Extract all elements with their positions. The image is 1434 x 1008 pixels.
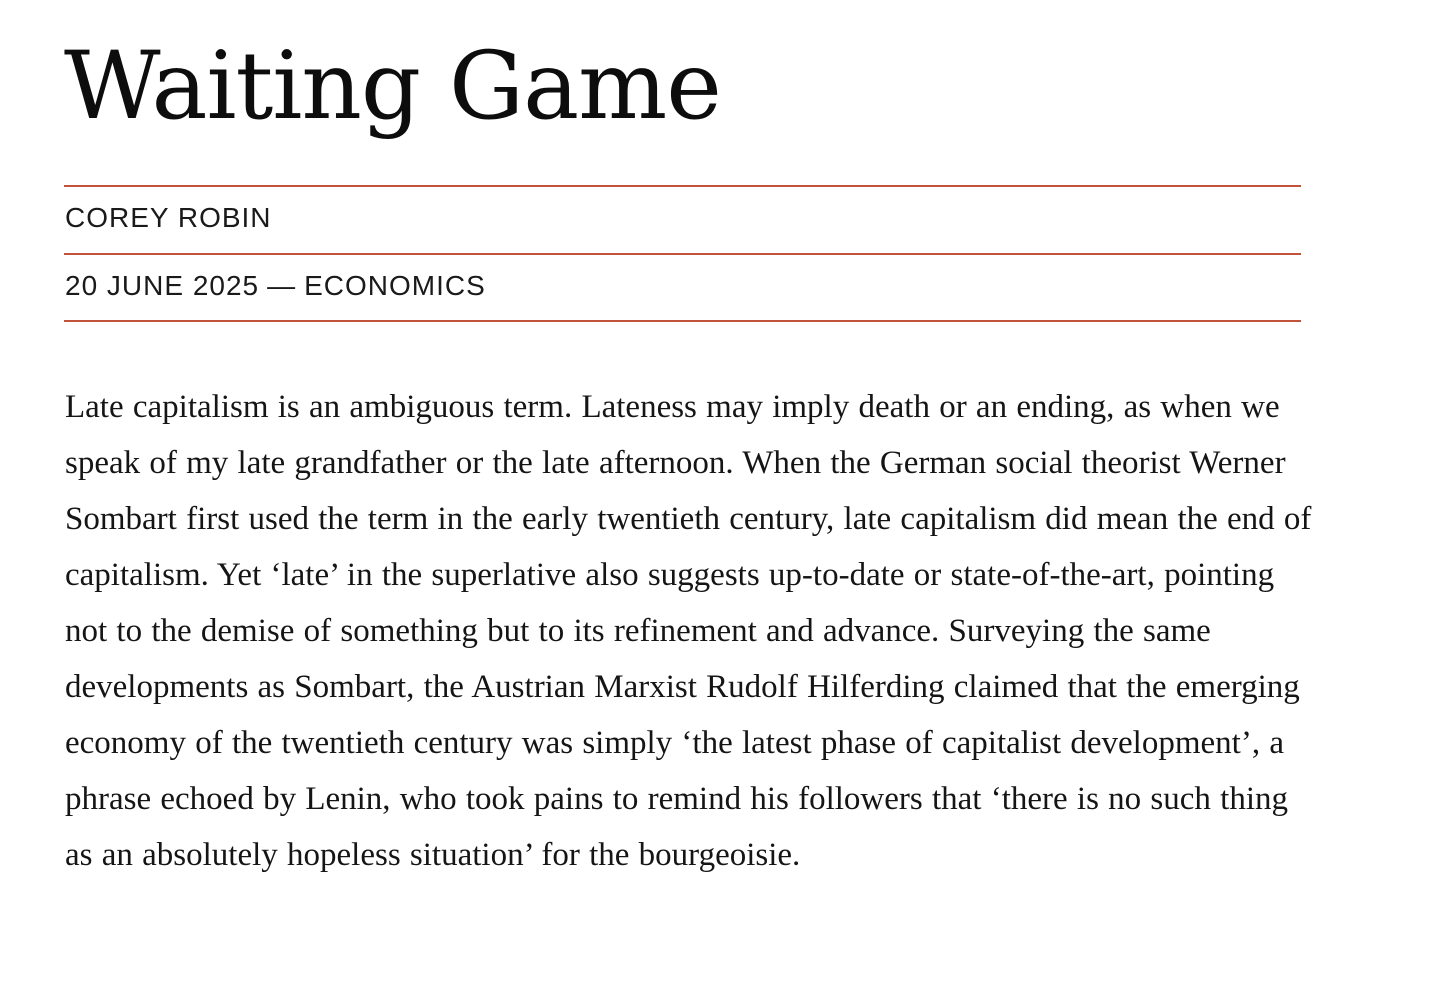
article-title: Waiting Game xyxy=(64,32,721,141)
publish-date: 20 JUNE 2025 xyxy=(65,270,260,301)
meta-separator: — xyxy=(267,270,297,301)
date-category-line xyxy=(65,269,486,303)
article-body-paragraph: Late capitalism is an ambiguous term. Lateness may imply death or an ending, as when we speak of my late grandfather or the late afternoon. When the German social theorist Werner Sombart first used the term in the early twentieth century, late capitalism did mean the end of capitalism. Yet ‘late’ in the superlative also suggests up-to-date or state-of-the-art, pointing not to the demise of something but to its refinement and advance. Surveying the same developments as Sombart, the Austrian Marxist Rudolf Hilferding claimed that the emerging economy of the twentieth century was simply ‘the latest phase of capitalist development’, a phrase echoed by Lenin, who took pains to remind his followers that ‘there is no such thing as an absolutely hopeless situation’ for the bourgeoisie. xyxy=(65,389,1312,873)
category-link[interactable]: ECONOMICS xyxy=(304,270,486,301)
divider-bottom xyxy=(64,320,1301,322)
divider-top xyxy=(64,185,1301,187)
divider-middle xyxy=(64,253,1301,255)
author-byline[interactable] xyxy=(65,201,272,235)
author-name[interactable]: COREY ROBIN xyxy=(65,202,272,233)
